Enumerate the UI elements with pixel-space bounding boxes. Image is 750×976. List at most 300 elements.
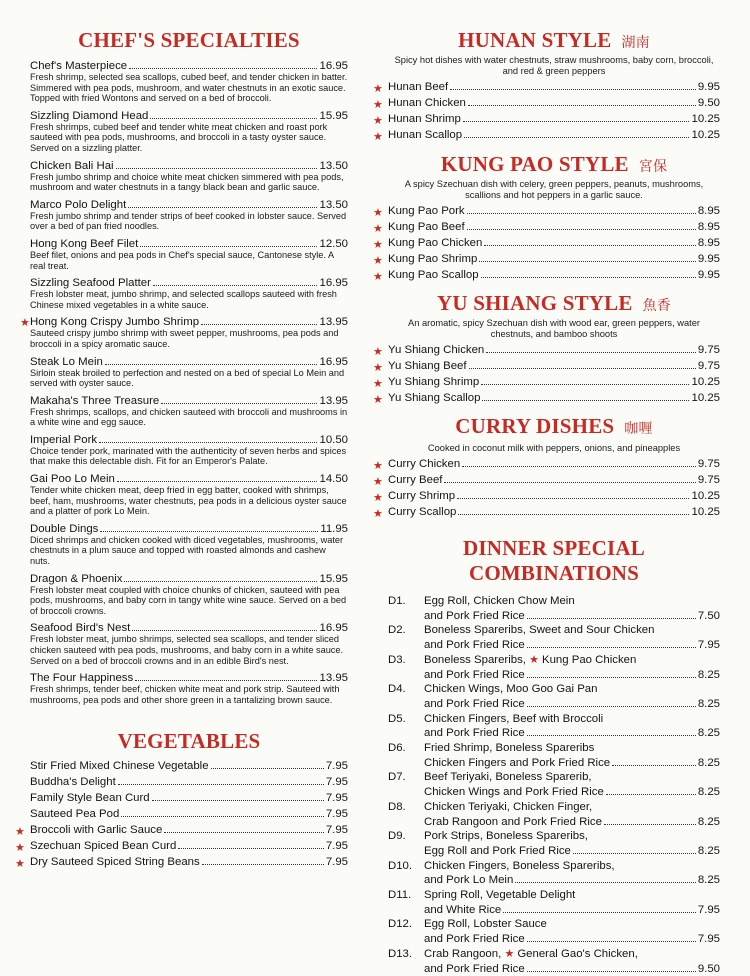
dish-row [30,434,348,446]
combination-line1 [424,623,720,638]
combination-body [424,829,720,858]
dot-leader [462,466,696,467]
spicy-star-icon: ★ [373,99,383,111]
item-name: Hunan Beef [388,81,449,93]
menu-dish [30,573,348,617]
item-price: 9.75 [697,474,720,486]
combination-line2-text: and Pork Fried Rice [424,727,525,740]
menu-item [373,458,720,474]
combination-price: 9.50 [697,962,720,975]
curry-title [388,414,720,439]
item-name: Stir Fried Mixed Chinese Vegetable [30,760,209,773]
dot-leader [527,735,696,736]
combination-item [388,947,720,976]
dish-row [30,356,348,368]
dish-row [30,316,348,328]
combination-code: D1. [388,595,406,607]
kung-pao-title [388,152,720,177]
combination-line2-text: and White Rice [424,903,502,916]
item-name: Family Style Bean Curd [30,792,150,805]
combination-line2-text: and Pork Fried Rice [424,933,525,946]
menu-dish [30,277,348,310]
combination-line2 [424,638,720,653]
menu-dish [30,356,348,389]
item-price: 9.95 [697,269,720,281]
dish-row [30,523,348,535]
spicy-star-icon: ★ [373,83,383,95]
spicy-star-icon: ★ [373,460,383,472]
item-price: 9.95 [697,81,720,93]
dish-description: Fresh shrimp, selected sea scallops, cubed beef, and tender chicken in batter. Simmered with pea pods, mushroom, and water chestnuts in an exotic sauce. Topped with fried Wontons and served on a bed of broccoli. [30,72,348,104]
kung-pao-description: A spicy Szechuan dish with celery, green peppers, peanuts, mushrooms, scallions and hot peppers in a garlic sauce. [404,179,704,200]
dot-leader [467,229,696,230]
combination-body [424,800,720,829]
item-name: Curry Chicken [388,458,461,470]
dot-leader [135,680,317,681]
dot-leader [132,630,317,631]
item-price: 8.95 [697,221,720,233]
item-price: 7.95 [325,776,348,789]
combination-line1-text: Pork Strips, Boneless Spareribs, [424,830,588,843]
dish-description: Fresh jumbo shrimp and tender strips of beef cooked in lobster sauce. Served over a bed of pan fried noodles. [30,210,347,232]
item-price: 7.95 [325,808,348,821]
dot-leader [444,482,695,483]
combination-code: D13. [388,947,413,960]
dish-description: Fresh lobster meat coupled with choice chunks of chicken, sauteed with pea pods, mushrooms, and baby corn in tangy white wine sauce. Served on a bed of broccoli crowns. [30,584,347,616]
item-name: Buddha's Delight [30,776,116,789]
hunan-chinese-title: 湖南 [621,35,650,51]
combination-line2 [424,962,720,976]
combination-line2 [424,697,720,712]
item-name: Curry Beef [388,474,443,486]
hunan-title-text: HUNAN STYLE [458,28,612,52]
combination-code: D5. [388,712,406,725]
item-price: 9.95 [697,253,720,265]
combination-body [424,741,720,770]
item-price: 9.75 [697,458,720,470]
dot-leader [450,89,696,90]
dish-description: Fresh lobster meat, jumbo shrimp, and selected scallops sauteed with fresh Chinese mixed vegetables in a white sauce. [30,289,337,310]
combination-line2 [424,873,720,888]
item-price: 7.95 [325,856,348,869]
curry-title-text: CURRY DISHES [455,414,615,438]
dish-name: The Four Happiness [30,672,134,685]
dish-description: Sirloin steak broiled to perfection and nested on a bed of special Lo Mein and served with oyster sauce. [30,367,345,389]
item-name: Broccoli with Garlic Sauce [30,824,163,837]
dot-leader [128,207,317,208]
dish-description: Fresh shrimps, cubed beef and tender white meat chicken and roast pork sauteed with pea pods, mushrooms, and broccoli in a tasty oyster sauce. Served on a sizzling platter. [30,121,328,153]
combination-line1 [424,712,720,727]
dot-leader [164,832,324,833]
spicy-star-icon: ★ [373,508,383,520]
dot-leader [202,864,324,865]
combination-item [388,770,720,799]
spicy-star-icon: ★ [373,492,383,504]
item-name: Kung Pao Scallop [388,269,479,281]
dish-row [30,238,348,250]
combination-code: D12. [388,918,413,931]
dish-name: Marco Polo Delight [30,198,127,211]
dish-price: 12.50 [319,237,348,250]
combination-item [388,859,720,888]
kung-pao-title-text: KUNG PAO STYLE [440,152,629,176]
dinner-combinations-list [388,594,720,976]
dish-name: Hong Kong Beef Filet [30,237,139,250]
menu-item [30,792,348,808]
yu-shiang-description: An aromatic, spicy Szechuan dish with wood ear, green peppers, water chestnuts, and bamboo shoots [408,318,700,339]
combination-code: D4. [388,683,406,696]
combination-line1-text: Beef Teriyaki, Boneless Sparerib, [424,771,592,784]
menu-dish [30,622,348,666]
dinner-title-line1: DINNER SPECIAL [463,536,645,560]
combination-body [424,712,720,741]
item-price: 7.95 [325,760,348,773]
combination-line1-text: Chicken Fingers, Beef with Broccoli [424,712,604,725]
combination-line1 [424,829,720,844]
yu-shiang-list [373,344,720,408]
menu-item [373,474,720,490]
combination-price: 7.95 [697,639,720,652]
spicy-star-icon: ★ [373,362,383,374]
dish-name: Sizzling Seafood Platter [30,277,151,290]
item-price: 10.25 [691,506,720,518]
item-name: Kung Pao Chicken [388,237,483,249]
combination-line1 [424,859,720,874]
item-price: 9.50 [697,97,720,109]
spicy-star-icon: ★ [15,858,25,871]
vegetables-title: VEGETABLES [117,729,261,754]
dot-leader [481,277,696,278]
menu-item [373,113,720,129]
dish-price: 16.95 [319,622,348,635]
chefs-specialties-list [20,60,348,705]
combination-price: 7.50 [697,609,720,622]
combination-item [388,741,720,770]
combination-price: 7.95 [697,933,720,946]
dot-leader [503,912,696,913]
dot-leader [100,531,318,532]
combination-item [388,594,720,623]
dot-leader [99,442,317,443]
combination-line1-text: Egg Roll, Chicken Chow Mein [424,595,575,607]
yu-shiang-title [388,291,720,316]
dish-row [30,573,348,585]
item-name: Kung Pao Shrimp [388,253,478,265]
spicy-star-icon: ★ [373,394,383,406]
combination-item [388,653,720,682]
menu-dish [30,110,348,154]
combination-line1 [424,741,720,756]
combination-line1 [424,770,720,785]
dot-leader [527,941,696,942]
combination-line1 [424,947,720,962]
combination-line1 [424,594,720,609]
combination-body [424,917,720,946]
combination-line1-text: Chicken Fingers, Boneless Spareribs, [424,859,615,872]
dot-leader [486,352,696,353]
menu-item [15,824,348,840]
combination-body [424,623,720,652]
combination-line2 [424,932,720,947]
combination-body [424,594,720,623]
item-price: 7.95 [325,792,348,805]
menu-dish [30,60,348,104]
dish-price: 16.95 [319,355,348,368]
menu-item [373,253,720,269]
dot-leader [121,816,324,817]
dish-row [30,622,348,634]
dish-price: 13.95 [319,394,348,407]
combination-line1-text: Crab Rangoon, [424,947,502,960]
combination-price: 8.25 [697,697,720,710]
combination-price: 8.25 [697,874,720,887]
dish-description: Fresh shrimps, tender beef, chicken white meat and pork strip. Sauteed with mushrooms, pea pods and other shore green in a tantalizing brown sauce. [30,684,340,705]
item-name: Kung Pao Beef [388,221,465,233]
dot-leader [153,285,318,286]
item-name: Curry Scallop [388,506,457,518]
dot-leader [201,324,317,325]
item-price: 8.95 [697,237,720,249]
dot-leader [527,647,696,648]
menu-item [373,360,720,376]
dish-description: Tender white chicken meat, deep fried in egg batter, cooked with shrimps, beef, ham, mushrooms, water chestnuts, pea pods in a delicious oyster sauce and a platter of pork Lo Mein. [30,485,347,517]
combination-line1-text: Boneless Spareribs, [424,653,526,666]
right-column [373,0,720,976]
combination-price: 8.25 [697,668,720,681]
dish-row [30,160,348,172]
dish-row [30,110,348,122]
combination-line1-text: Egg Roll, Lobster Sauce [424,918,547,931]
combination-line2 [424,844,720,859]
combination-line2-text: and Pork Fried Rice [424,668,525,681]
menu-item [373,81,720,97]
menu-dish [30,434,348,467]
dot-leader [606,794,696,795]
combination-line2-text: Crab Rangoon and Pork Fried Rice [424,815,602,828]
dish-name: Sizzling Diamond Head [30,109,149,122]
dish-price: 13.95 [319,316,348,329]
combination-body [424,947,720,976]
hunan-title [388,28,720,53]
combination-line2 [424,756,720,771]
item-price: 9.75 [697,344,720,356]
dish-name: Imperial Pork [30,433,98,446]
combination-line2-text: and Pork Fried Rice [424,697,525,710]
left-column [15,0,348,872]
item-price: 7.95 [325,840,348,853]
menu-dish [30,395,348,428]
dot-leader [481,384,689,385]
spicy-star-icon: ★ [373,207,383,219]
combination-price: 8.25 [697,786,720,799]
combination-body [424,682,720,711]
menu-dish [30,160,348,193]
combination-price: 8.25 [697,815,720,828]
dot-leader [482,400,689,401]
menu-item [373,392,720,408]
dot-leader [458,514,689,515]
vegetables-list [15,760,348,872]
combination-line1-extra: General Gao's Chicken, [517,947,638,960]
combination-price: 7.95 [697,903,720,916]
combination-line2 [424,785,720,800]
combination-body [424,888,720,917]
dish-price: 13.50 [319,159,348,172]
dish-row [30,473,348,485]
dish-description: Choice tender pork, marinated with the authenticity of seven herbs and spices that make this delectable dish. Fit for an Emperor's Palate. [30,445,347,467]
dot-leader [468,105,696,106]
dot-leader [604,824,696,825]
spicy-star-icon: ★ [373,223,383,235]
dot-leader [140,246,317,247]
item-name: Szechuan Spiced Bean Curd [30,840,177,853]
combination-line1-text: Spring Roll, Vegetable Delight [424,889,576,902]
item-price: 10.25 [691,113,720,125]
menu-item [373,344,720,360]
dot-leader [463,121,690,122]
item-name: Yu Shiang Shrimp [388,376,480,388]
dot-leader [211,768,324,769]
spicy-star-icon: ★ [373,476,383,488]
combination-line1-text: Fried Shrimp, Boneless Spareribs [424,742,595,755]
combination-line1-text: Boneless Spareribs, Sweet and Sour Chicken [424,624,655,637]
combination-item [388,888,720,917]
combination-line2 [424,668,720,683]
item-price: 10.25 [691,490,720,502]
dot-leader [479,261,696,262]
menu-dish [30,473,348,517]
dish-name: Steak Lo Mein [30,355,103,368]
chefs-specialties-title: CHEF'S SPECIALTIES [78,28,300,52]
combination-item [388,712,720,741]
combination-line2 [424,609,720,624]
combination-item [388,829,720,858]
dot-leader [515,882,696,883]
combination-line1-extra: Kung Pao Chicken [541,653,637,666]
dish-description: Diced shrimps and chicken cooked with diced vegetables, mushrooms, water chestnuts in a plum sauce and topped with roasted almonds and cashew nuts. [30,534,344,567]
dish-row [30,277,348,289]
item-price: 9.75 [697,360,720,372]
dish-name: Gai Poo Lo Mein [30,473,115,486]
combination-line2-text: and Pork Fried Rice [424,639,525,652]
dish-price: 11.95 [320,522,348,535]
menu-item [373,221,720,237]
dot-leader [118,784,324,785]
yu-shiang-chinese-title: 魚香 [642,298,671,314]
menu-dish [30,672,348,705]
menu-item [30,776,348,792]
spicy-star-icon: ★ [373,378,383,390]
dish-name: Makaha's Three Treasure [30,394,160,407]
combination-line2-text: Chicken Wings and Pork Fried Rice [424,786,604,799]
dot-leader [612,765,696,766]
dish-price: 16.95 [319,277,348,290]
dish-description: Fresh shrimps, scallops, and chicken sauteed with broccoli and mushrooms in a white wine and egg sauce. [30,406,348,428]
combination-line2 [424,815,720,830]
spicy-star-icon: ★ [373,239,383,251]
spicy-star-icon: ★ [373,346,383,358]
combination-line1 [424,682,720,697]
combination-line2-text: and Pork Lo Mein [424,874,514,887]
dish-name: Dragon & Phoenix [30,572,123,585]
dish-price: 10.50 [319,433,348,446]
menu-item [373,237,720,253]
dot-leader [161,403,317,404]
item-name: Hunan Shrimp [388,113,461,125]
combination-line1 [424,888,720,903]
dish-description: Sauteed crispy jumbo shrimp with sweet pepper, mushrooms, pea pods and broccoli in a spicy aromatic sauce. [30,328,339,349]
dot-leader [178,848,324,849]
spicy-star-icon: ★ [373,131,383,143]
dot-leader [457,498,689,499]
yu-shiang-title-text: YU SHIANG STYLE [437,291,633,315]
combination-item [388,682,720,711]
combination-item [388,917,720,946]
item-name: Sauteed Pea Pod [30,808,120,821]
combination-line2 [424,726,720,741]
dot-leader [573,853,696,854]
item-price: 10.25 [691,129,720,141]
combination-line1-text: Chicken Teriyaki, Chicken Finger, [424,800,593,813]
dot-leader [469,368,696,369]
dish-price: 13.95 [319,672,348,685]
dot-leader [527,677,696,678]
dinner-title-line2: COMBINATIONS [468,561,640,585]
menu-dish [30,199,348,232]
combination-line1-text: Chicken Wings, Moo Goo Gai Pan [424,683,598,696]
dish-row [30,395,348,407]
menu-item [373,376,720,392]
spicy-star-icon: ★ [15,842,25,855]
combination-item [388,800,720,829]
dot-leader [129,68,317,69]
dish-price: 15.95 [319,109,348,122]
dot-leader [116,168,318,169]
kung-pao-list [373,205,720,285]
combination-code: D10. [388,859,413,872]
dish-price: 15.95 [319,572,348,585]
curry-chinese-title: 咖喱 [624,421,653,437]
item-name: Kung Pao Pork [388,205,465,217]
combination-line1 [424,653,720,668]
dish-name: Seafood Bird's Nest [30,622,131,635]
combination-code: D2. [388,624,406,637]
menu-item [373,97,720,113]
dish-price: 16.95 [319,60,348,72]
dot-leader [117,481,318,482]
combination-code: D11. [388,889,412,902]
menu-item [373,269,720,285]
item-price: 10.25 [691,376,720,388]
item-name: Hunan Chicken [388,97,466,109]
combination-line2 [424,903,720,918]
menu-dish [20,316,348,349]
curry-description: Cooked in coconut milk with peppers, onions, and pineapples [427,443,681,453]
combination-price: 8.25 [697,844,720,857]
item-name: Yu Shiang Chicken [388,344,485,356]
dot-leader [150,118,317,119]
spicy-star-icon: ★ [529,653,539,666]
menu-item [30,808,348,824]
item-name: Yu Shiang Scallop [388,392,481,404]
combination-price: 8.25 [697,756,720,769]
dish-description: Fresh jumbo shrimp and choice white meat chicken simmered with pea pods, mushroom and water chestnuts in a tangy black bean and garlic sauce. [30,171,344,193]
dot-leader [527,618,696,619]
combination-code: D3. [388,653,406,666]
menu-dish [30,523,348,567]
combination-body [424,770,720,799]
combination-code: D6. [388,742,406,755]
